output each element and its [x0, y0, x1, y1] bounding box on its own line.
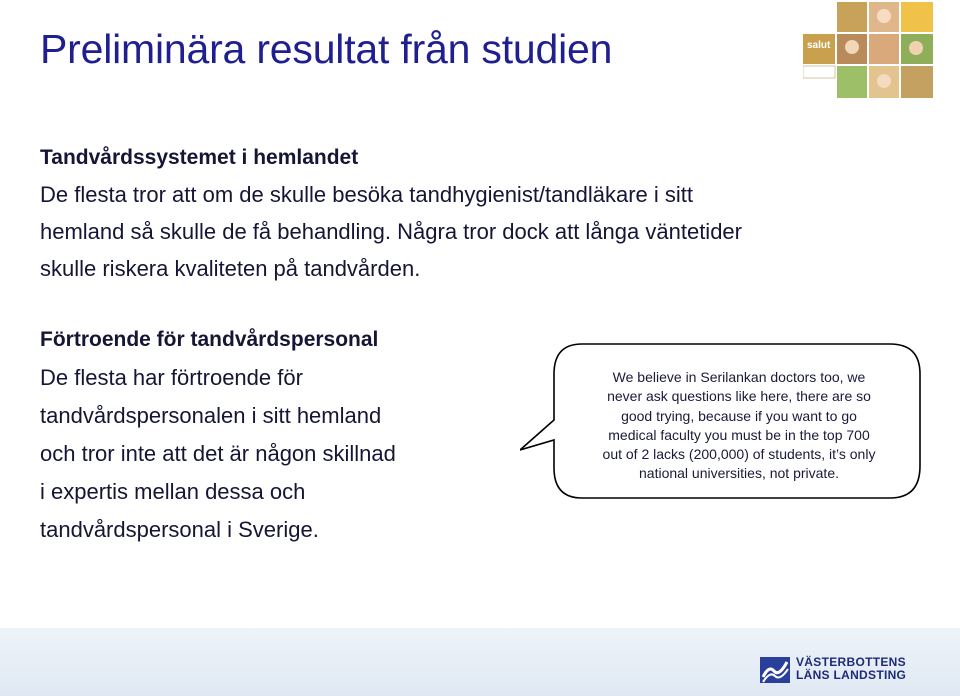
body-line: hemland så skulle de få behandling. Några tror dock att långa väntetider [40, 219, 742, 244]
body-line: De flesta tror att om de skulle besöka tandhygienist/tandläkare i sitt [40, 182, 694, 207]
vll-logo-mark-icon [760, 657, 790, 683]
footer-logo-line: LÄNS LANDSTING [796, 668, 907, 682]
footer-logo-text [796, 656, 906, 682]
salut-logo-label: salut [807, 40, 831, 51]
salut-photo-collage-logo [803, 2, 935, 100]
quote-line: good trying, because if you want to go [621, 407, 857, 424]
section-heading: Tandvårdssystemet i hemlandet [40, 146, 359, 169]
body-line: i expertis mellan dessa och [40, 479, 306, 504]
body-line: tandvårdspersonalen i sitt hemland [40, 403, 382, 428]
section-trust-in-dental-staff [40, 321, 500, 549]
quote-line: never ask questions like here, there are so [607, 388, 871, 405]
body-line: De flesta har förtroende för [40, 365, 303, 390]
quote-line: We believe in Serilankan doctors too, we [612, 369, 866, 385]
slide-title: Preliminära resultat från studien [40, 26, 613, 72]
quote-speech-bubble [520, 340, 924, 510]
body-line: och tror inte att det är någon skillnad [40, 441, 396, 466]
section-home-dental-system [40, 139, 890, 287]
footer-logo-line: VÄSTERBOTTENS [796, 655, 906, 669]
section-heading: Förtroende för tandvårdspersonal [40, 328, 379, 351]
vasterbottens-lans-landsting-logo [760, 655, 950, 685]
body-line: tandvårdspersonal i Sverige. [40, 517, 319, 542]
quote-line: out of 2 lacks (200,000) of students, it’s only [602, 446, 876, 463]
quote-line: medical faculty you must be in the top 700 [608, 426, 870, 443]
quote-text [564, 368, 914, 484]
body-line: skulle riskera kvaliteten på tandvården. [40, 256, 421, 281]
quote-line: national universities, not private. [639, 465, 839, 482]
